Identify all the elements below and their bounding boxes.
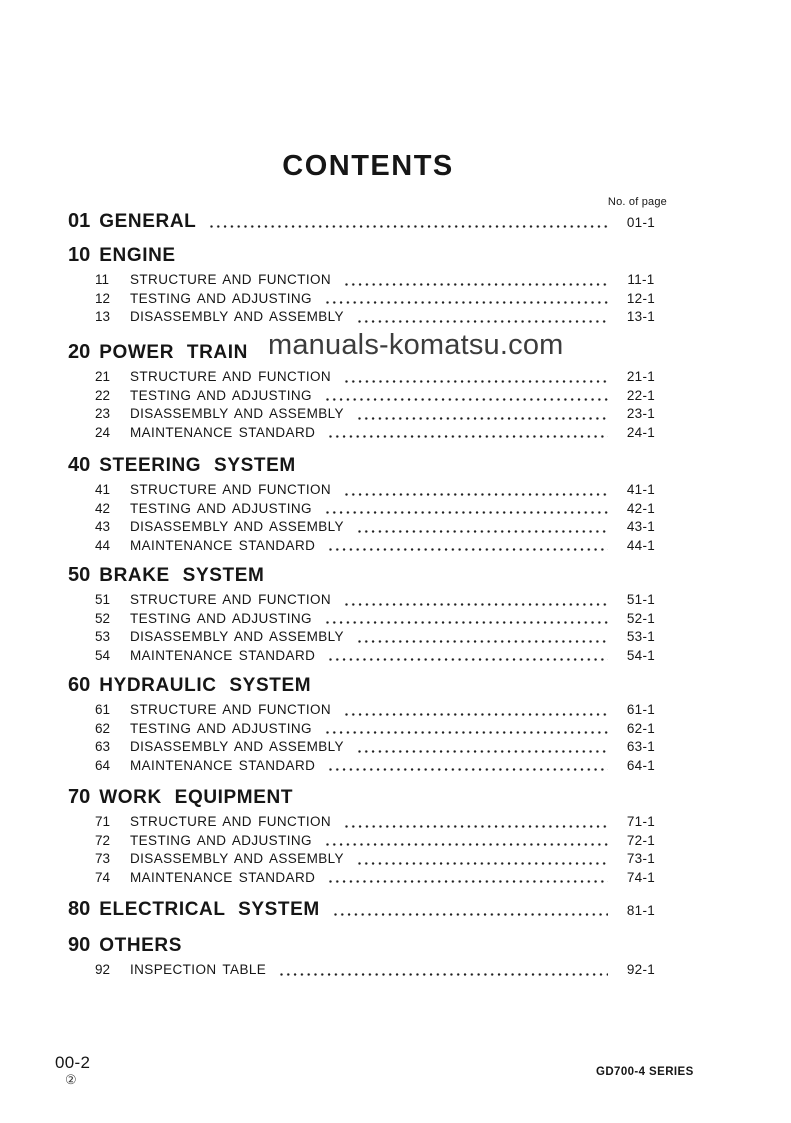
dot-leader [358, 862, 608, 865]
entry-number: 63 [95, 739, 111, 754]
entry-title: DISASSEMBLY AND ASSEMBLY [130, 739, 344, 754]
section-title: OTHERS [99, 935, 183, 956]
section-entries [68, 961, 668, 980]
entry-number: 92 [95, 962, 111, 977]
entry-title: MAINTENANCE STANDARD [130, 757, 316, 773]
dot-leader [326, 301, 608, 304]
dot-leader [345, 380, 608, 383]
toc-entry [68, 832, 668, 851]
section-page: 81-1 [626, 903, 656, 918]
section-heading [68, 785, 668, 809]
entry-title: INSPECTION TABLE [130, 962, 267, 977]
footer-page-number: 00-2 [55, 1053, 91, 1072]
entry-title: STRUCTURE AND FUNCTION [130, 702, 332, 717]
entry-title: MAINTENANCE STANDARD [130, 537, 316, 553]
entry-page: 22-1 [626, 387, 656, 403]
entry-number: 41 [95, 482, 111, 497]
dot-leader [358, 640, 608, 643]
dot-leader [345, 603, 608, 606]
entry-page: 73-1 [626, 851, 656, 866]
section-entries [68, 271, 668, 327]
entry-number: 12 [95, 290, 111, 306]
section-number: 40 [68, 454, 91, 476]
dot-leader [326, 621, 608, 624]
watermark-text: manuals-komatsu.com [268, 329, 564, 361]
section-heading [68, 340, 668, 364]
entry-title: TESTING AND ADJUSTING [130, 832, 312, 848]
entry-title: DISASSEMBLY AND ASSEMBLY [130, 309, 344, 324]
entry-title: TESTING AND ADJUSTING [130, 720, 312, 736]
entry-number: 61 [95, 702, 111, 717]
toc-section-power-train [68, 340, 668, 442]
entry-page: 53-1 [626, 629, 656, 644]
entry-page: 44-1 [626, 537, 656, 553]
dot-leader [345, 493, 608, 496]
entry-number: 53 [95, 629, 111, 644]
footer-revision-mark: ② [65, 1072, 77, 1087]
section-number: 01 [68, 210, 91, 232]
entry-number: 23 [95, 406, 111, 421]
toc-entry [68, 537, 668, 556]
entry-page: 54-1 [626, 647, 656, 663]
toc-entry [68, 610, 668, 629]
entry-page: 43-1 [626, 519, 656, 534]
dot-leader [334, 913, 608, 916]
toc-section-others [68, 933, 668, 980]
section-title: WORK EQUIPMENT [99, 787, 294, 808]
toc-entry [68, 387, 668, 406]
entry-page: 52-1 [626, 610, 656, 626]
dot-leader [329, 658, 608, 661]
entry-number: 21 [95, 369, 111, 384]
entry-number: 54 [95, 647, 111, 663]
dot-leader [358, 320, 608, 323]
entry-page: 12-1 [626, 290, 656, 306]
toc-section-work-equipment [68, 785, 668, 887]
toc-section-engine [68, 243, 668, 327]
entry-page: 41-1 [626, 482, 656, 497]
entry-number: 42 [95, 500, 111, 516]
entry-number: 73 [95, 851, 111, 866]
section-entries [68, 368, 668, 442]
entry-number: 13 [95, 309, 111, 324]
entry-title: TESTING AND ADJUSTING [130, 610, 312, 626]
toc-entry [68, 813, 668, 832]
toc-entry [68, 757, 668, 776]
entry-page: 42-1 [626, 500, 656, 516]
entry-number: 51 [95, 592, 111, 607]
dot-leader [329, 435, 608, 438]
entry-page: 61-1 [626, 702, 656, 717]
entry-number: 74 [95, 869, 111, 885]
section-heading [68, 933, 668, 957]
entry-title: TESTING AND ADJUSTING [130, 500, 312, 516]
entry-number: 24 [95, 424, 111, 440]
toc-entry [68, 701, 668, 720]
entry-number: 64 [95, 757, 111, 773]
section-heading [68, 243, 668, 267]
entry-page: 13-1 [626, 309, 656, 324]
entry-page: 23-1 [626, 406, 656, 421]
section-number: 70 [68, 786, 91, 808]
page-column-label: No. of page [607, 196, 667, 208]
section-number: 80 [68, 898, 91, 920]
toc-entry [68, 738, 668, 757]
entry-title: STRUCTURE AND FUNCTION [130, 592, 332, 607]
footer-series-label: GD700-4 SERIES [596, 1066, 694, 1078]
toc-section-hydraulic-system [68, 673, 668, 775]
entry-number: 72 [95, 832, 111, 848]
entry-page: 21-1 [626, 369, 656, 384]
entry-page: 63-1 [626, 739, 656, 754]
dot-leader [358, 750, 608, 753]
dot-leader [326, 843, 608, 846]
entry-title: TESTING AND ADJUSTING [130, 387, 312, 403]
entry-title: TESTING AND ADJUSTING [130, 290, 312, 306]
toc-entry [68, 290, 668, 309]
dot-leader [345, 713, 608, 716]
entry-title: STRUCTURE AND FUNCTION [130, 272, 332, 287]
entry-title: MAINTENANCE STANDARD [130, 647, 316, 663]
entry-title: MAINTENANCE STANDARD [130, 424, 316, 440]
section-page: 01-1 [626, 215, 656, 230]
entry-title: DISASSEMBLY AND ASSEMBLY [130, 519, 344, 534]
toc-entry [68, 628, 668, 647]
toc-entry [68, 961, 668, 980]
dot-leader [210, 225, 608, 228]
entry-number: 52 [95, 610, 111, 626]
dot-leader [326, 731, 608, 734]
entry-title: DISASSEMBLY AND ASSEMBLY [130, 629, 344, 644]
toc-section-general [68, 209, 668, 233]
dot-leader [345, 825, 608, 828]
entry-title: DISASSEMBLY AND ASSEMBLY [130, 851, 344, 866]
toc-entry [68, 500, 668, 519]
toc-entry [68, 720, 668, 739]
section-entries [68, 591, 668, 665]
section-title: ELECTRICAL SYSTEM [99, 899, 320, 920]
section-title: ENGINE [99, 245, 176, 266]
dot-leader [358, 530, 608, 533]
section-number: 90 [68, 934, 91, 956]
section-title: GENERAL [99, 211, 197, 232]
section-title: BRAKE SYSTEM [99, 565, 265, 586]
toc-entry [68, 850, 668, 869]
entry-title: STRUCTURE AND FUNCTION [130, 814, 332, 829]
toc-entry [68, 308, 668, 327]
toc-entry [68, 591, 668, 610]
entry-title: MAINTENANCE STANDARD [130, 869, 316, 885]
toc-entry [68, 271, 668, 290]
entry-number: 11 [95, 272, 110, 287]
entry-number: 22 [95, 387, 111, 403]
dot-leader [345, 283, 608, 286]
toc-section-steering-system [68, 453, 668, 555]
toc-section-brake-system [68, 563, 668, 665]
dot-leader [329, 548, 608, 551]
entry-page: 11-1 [627, 272, 655, 287]
toc-entry [68, 647, 668, 666]
section-entries [68, 701, 668, 775]
toc-entry [68, 869, 668, 888]
section-heading [68, 563, 668, 587]
section-title: STEERING SYSTEM [99, 455, 296, 476]
entry-number: 43 [95, 519, 111, 534]
toc-section-electrical-system [68, 897, 668, 921]
entry-page: 92-1 [626, 962, 656, 977]
entry-title: STRUCTURE AND FUNCTION [130, 482, 332, 497]
dot-leader [358, 417, 608, 420]
section-heading [68, 673, 668, 697]
toc-entry [68, 405, 668, 424]
section-entries [68, 481, 668, 555]
entry-page: 72-1 [626, 832, 656, 848]
dot-leader [329, 768, 608, 771]
section-heading [68, 897, 668, 921]
entry-page: 51-1 [626, 592, 656, 607]
dot-leader [326, 511, 608, 514]
page-title: CONTENTS [282, 150, 454, 183]
section-number: 60 [68, 674, 91, 696]
entry-number: 44 [95, 537, 111, 553]
section-number: 50 [68, 564, 91, 586]
entry-page: 24-1 [626, 424, 656, 440]
entry-page: 62-1 [626, 720, 656, 736]
section-title: POWER TRAIN [99, 342, 248, 363]
entry-number: 62 [95, 720, 111, 736]
entry-number: 71 [95, 814, 111, 829]
dot-leader [280, 973, 608, 976]
toc-entry [68, 481, 668, 500]
dot-leader [326, 398, 608, 401]
toc-entry [68, 518, 668, 537]
table-of-contents [68, 196, 668, 980]
entry-page: 64-1 [626, 757, 656, 773]
section-entries [68, 813, 668, 887]
section-number: 20 [68, 341, 91, 363]
section-number: 10 [68, 244, 91, 266]
entry-page: 74-1 [626, 869, 656, 885]
section-heading [68, 209, 668, 233]
section-heading [68, 453, 668, 477]
dot-leader [329, 880, 608, 883]
entry-title: STRUCTURE AND FUNCTION [130, 369, 332, 384]
toc-entry [68, 368, 668, 387]
toc-entry [68, 424, 668, 443]
section-title: HYDRAULIC SYSTEM [99, 675, 312, 696]
entry-page: 71-1 [626, 814, 656, 829]
entry-title: DISASSEMBLY AND ASSEMBLY [130, 406, 344, 421]
